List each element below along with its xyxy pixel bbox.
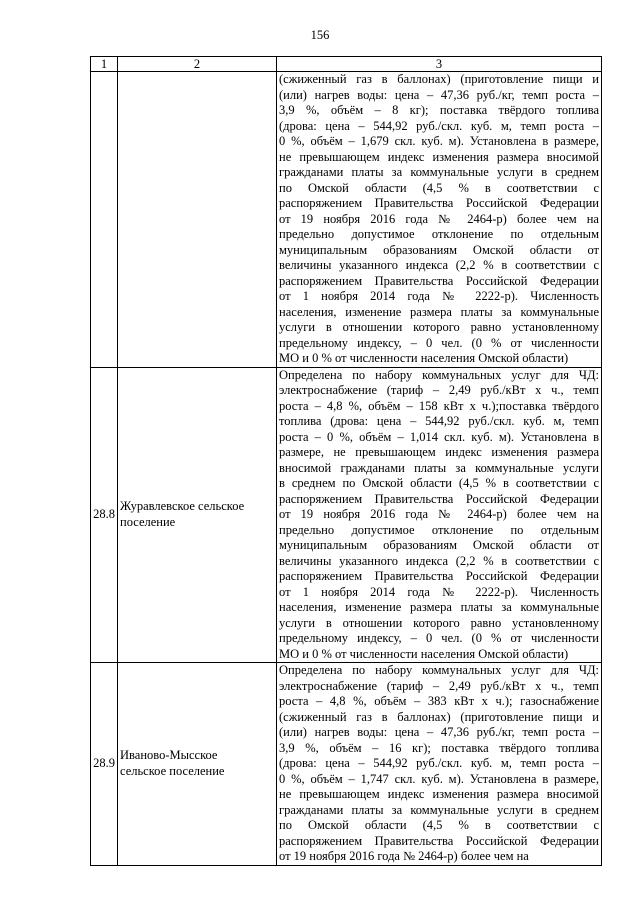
settlement-name: [118, 663, 277, 866]
text-line: по Омской области (4,5 % в соответствии с: [279, 180, 599, 195]
text-line: (или) нагрев воды: цена – 47,36 руб./кг, темп роста –: [279, 725, 599, 739]
text-line: от 1 ноября 2014 года № 2222-р). Численность: [279, 289, 599, 303]
text-line: не превышающем индекс изменения размера вносимой: [279, 149, 599, 164]
text-line: гражданами платы за коммунальные услуги в среднем: [279, 165, 599, 179]
text-line: 3,9 %, объём – 16 кг); поставка твёрдого топлива: [279, 740, 599, 755]
text-line: величины указанного индекса (2,2 % в соответствии с: [279, 553, 599, 568]
table-row: [91, 663, 602, 866]
text-line: роста – 4,8 %, объём – 158 кВт х ч.);поставка твёрдого: [279, 398, 599, 413]
text-line: (дрова: цена – 544,92 руб./скл. куб. м, темп роста –: [279, 118, 599, 133]
text-line: (сжиженный газ в баллонах) (приготовление пищи и: [279, 709, 599, 724]
row-description: [277, 367, 602, 663]
text-line: роста – 0 %, объём – 1,014 скл. куб. м). Установлена в: [279, 429, 599, 444]
text-line: услуги в отношении которого равно установленному: [279, 320, 599, 334]
text-line: от 19 ноября 2016 года № 2464-р) более чем на: [279, 507, 599, 521]
header-col-3: 3: [277, 57, 602, 72]
row-description: [277, 72, 602, 368]
page-number: 156: [310, 28, 330, 42]
text-line: от 19 ноября 2016 года № 2464-р) более чем на: [279, 849, 529, 863]
text-line: Определена по набору коммунальных услуг для ЧД:: [279, 367, 599, 382]
text-line: МО и 0 % от численности населения Омской области): [279, 646, 569, 661]
text-line: населения, изменение размера платы за коммунальные: [279, 600, 599, 614]
text-line: гражданами платы за коммунальные услуги в среднем: [279, 802, 599, 817]
settlement-name-line: сельское поселение: [120, 763, 225, 778]
settlement-name: [118, 367, 277, 663]
text-line: распоряжением Правительства Российской Федерации: [279, 569, 599, 583]
text-line: топлива (дрова: цена – 544,92 руб./скл. куб. м, темп: [279, 414, 599, 428]
text-line: населения, изменение размера платы за коммунальные: [279, 304, 599, 319]
text-line: муниципальным образованиям Омской области от: [279, 538, 599, 552]
text-line: 0 %, объём – 1,747 скл. куб. м). Установлена в размере,: [279, 771, 599, 786]
text-line: (дрова: цена – 544,92 руб./скл. куб. м, темп роста –: [279, 756, 599, 770]
text-line: распоряжением Правительства Российской Федерации: [279, 833, 599, 848]
row-number: 28.8: [91, 367, 118, 663]
settlement-name-line: Журавлевское сельское: [120, 499, 245, 514]
row-number: [91, 72, 118, 368]
text-line: величины указанного индекса (2,2 % в соответствии с: [279, 258, 599, 272]
text-line: 0 %, объём – 1,679 скл. куб. м). Установлена в размере,: [279, 134, 599, 148]
text-line: по Омской области (4,5 % в соответствии с: [279, 818, 599, 832]
table-row: [91, 367, 602, 663]
text-line: электроснабжение (тариф – 2,49 руб./кВт х ч., темп: [279, 678, 599, 693]
settlement-name: [118, 72, 277, 368]
text-line: (сжиженный газ в баллонах) (приготовление пищи и: [279, 72, 599, 86]
text-line: распоряжением Правительства Российской Федерации: [279, 196, 599, 210]
text-line: распоряжением Правительства Российской Федерации: [279, 491, 599, 506]
text-line: предельному индексу, – 0 чел. (0 % от численности: [279, 335, 599, 350]
text-line: от 1 ноября 2014 года № 2222-р). Численность: [279, 584, 599, 599]
settlement-name-line: поселение: [120, 514, 176, 529]
text-line: предельно допустимое отклонение по отдельным: [279, 522, 599, 537]
text-line: вносимой гражданами платы за коммунальные услуги: [279, 460, 599, 475]
text-line: роста – 4,8 %, объём – 383 кВт х ч.); газоснабжение: [279, 694, 599, 708]
text-line: электроснабжение (тариф – 2,49 руб./кВт х ч., темп: [279, 383, 599, 397]
row-number: 28.9: [91, 663, 118, 866]
settlement-name-line: Иваново-Мысское: [120, 748, 218, 763]
text-line: Определена по набору коммунальных услуг для ЧД:: [279, 663, 599, 677]
text-line: предельному индексу, – 0 чел. (0 % от численности: [279, 631, 599, 645]
text-line: предельно допустимое отклонение по отдельным: [279, 227, 599, 241]
text-line: от 19 ноября 2016 года № 2464-р) более чем на: [279, 211, 599, 226]
text-line: муниципальным образованиям Омской области от: [279, 242, 599, 257]
text-line: (или) нагрев воды: цена – 47,36 руб./кг, темп роста –: [279, 87, 599, 102]
text-line: услуги в отношении которого равно установленному: [279, 615, 599, 630]
tariff-table: [90, 56, 602, 866]
text-line: размере, не превышающем индекс изменения размера: [279, 445, 599, 459]
table-header-row: [91, 57, 602, 72]
table-row: [91, 72, 602, 368]
text-line: МО и 0 % от численности населения Омской области): [279, 351, 569, 365]
text-line: в среднем по Омской области (4,5 % в соответствии с: [279, 476, 599, 490]
text-line: 3,9 %, объём – 8 кг); поставка твёрдого топлива: [279, 103, 599, 117]
header-col-2: 2: [118, 57, 277, 72]
row-description: [277, 663, 602, 866]
header-col-1: 1: [91, 57, 118, 72]
text-line: распоряжением Правительства Российской Федерации: [279, 273, 599, 288]
text-line: не превышающем индекс изменения размера вносимой: [279, 787, 599, 801]
